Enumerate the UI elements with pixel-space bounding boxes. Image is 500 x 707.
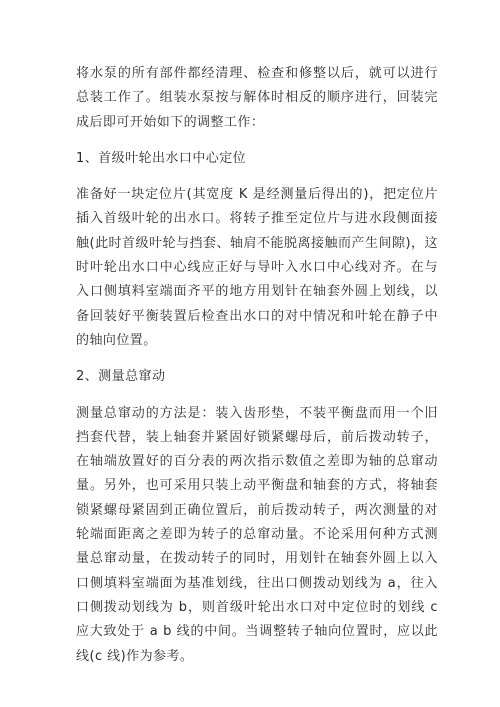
section-2-paragraph: 测量总窜动的方法是：装入齿形垫，不装平衡盘而用一个旧挡套代替，装上轴套并紧固好锁紧螺母后，前后拨动转子，在轴端放置好的百分表的两次指示数值之差即为轴的总窜动量。另外，也可采用只装上动平衡盘和轴套的方式，将轴套锁紧螺母紧固到正确位置后，前后拨动转子，两次测量的对轮端面距离之差即为转子的总窜动量。不论采用何种方式测量总窜动量，在拨动转子的同时，用划针在轴套外圆上以入口侧填料室端面为基准划线，往出口侧拨动划线为 a，往入口侧拨动划线为 b，则首级叶轮出水口对中定位时的划线 c 应大致处于 a b 线的中间。当调整转子轴向位置时，应以此线(c 线)作为参考。 xyxy=(76,405,438,664)
document-page xyxy=(76,62,438,681)
section-2-heading: 2、测量总窜动 xyxy=(76,369,166,385)
section-1-paragraph: 准备好一块定位片(其宽度 K 是经测量后得出的)，把定位片插入首级叶轮的出水口。将转子推至定位片与进水段侧面接触(此时首级叶轮与挡套、轴肩不能脱离接触而产生间隙)，这时叶轮出水口中心线应正好与导叶入水口中心线对齐。在与入口侧填料室端面齐平的地方用划针在轴套外圆上划线，以备回装好平衡装置后检查出水口的对中情况和叶轮在静子中的轴向位置。 xyxy=(76,187,438,348)
intro-paragraph: 将水泵的所有部件都经清理、检查和修整以后，就可以进行总装工作了。组装水泵按与解体时相反的顺序进行，回装完成后即可开始如下的调整工作： xyxy=(76,66,438,130)
section-1-heading: 1、首级叶轮出水口中心定位 xyxy=(76,150,247,166)
